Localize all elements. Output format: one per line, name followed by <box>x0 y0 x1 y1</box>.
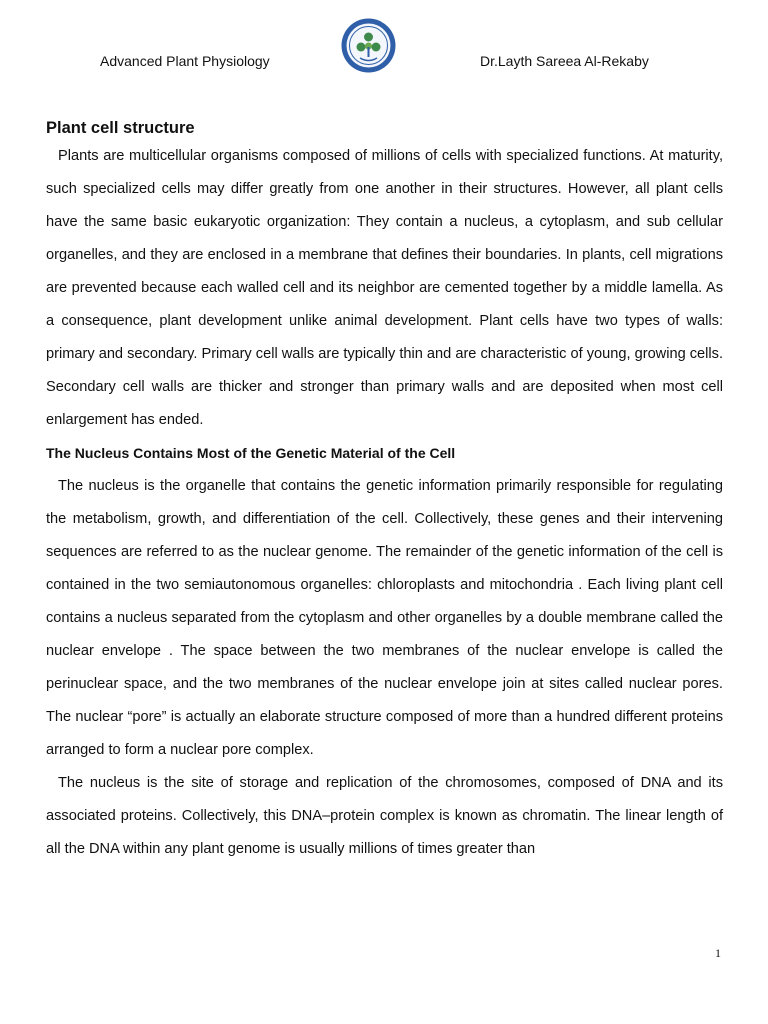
section-heading: The Nucleus Contains Most of the Genetic Material of the Cell <box>46 445 456 461</box>
header-author: Dr.Layth Sareea Al-Rekaby <box>480 53 649 69</box>
document-body <box>46 116 723 866</box>
intro-paragraph: Plants are multicellular organisms composed of millions of cells with specialized functions. At maturity, such specialized cells may differ greatly from one another in their structures. However, all plant cells have the same basic eukaryotic organization: They contain a nucleus, a cytoplasm, and sub cellular organelles, and they are enclosed in a membrane that defines their boundaries. In plants, cell migrations are prevented because each walled cell and its neighbor are cemented together by a middle lamella. As a consequence, plant development unlike animal development. Plant cells have two types of walls: primary and secondary. Primary cell walls are typically thin and are characteristic of young, growing cells. Secondary cell walls are thicker and stronger than primary walls and are deposited when most cell enlargement has ended. <box>46 148 723 428</box>
page-title: Plant cell structure <box>46 119 195 137</box>
header-course-title: Advanced Plant Physiology <box>100 53 270 69</box>
university-seal-icon <box>340 17 397 74</box>
page-number: 1 <box>715 946 721 960</box>
section-paragraph: The nucleus is the site of storage and replication of the chromosomes, composed of DNA and its associated proteins. Collectively, this DNA–protein complex is known as chromatin. The linear length of all the DNA within any plant genome is usually millions of times greater than <box>46 775 723 857</box>
section-paragraph: The nucleus is the organelle that contains the genetic information primarily responsible for regulating the metabolism, growth, and differentiation of the cell. Collectively, these genes and their intervening sequences are referred to as the nuclear genome. The remainder of the genetic information of the cell is contained in the two semiautonomous organelles: chloroplasts and mitochondria . Each living plant cell contains a nucleus separated from the cytoplasm and other organelles by a double membrane called the nuclear envelope . The space between the two membranes of the nuclear envelope is called the perinuclear space, and the two membranes of the nuclear envelope join at sites called nuclear pores. The nuclear “pore” is actually an elaborate structure composed of more than a hundred different proteins arranged to form a nuclear pore complex. <box>46 478 723 758</box>
